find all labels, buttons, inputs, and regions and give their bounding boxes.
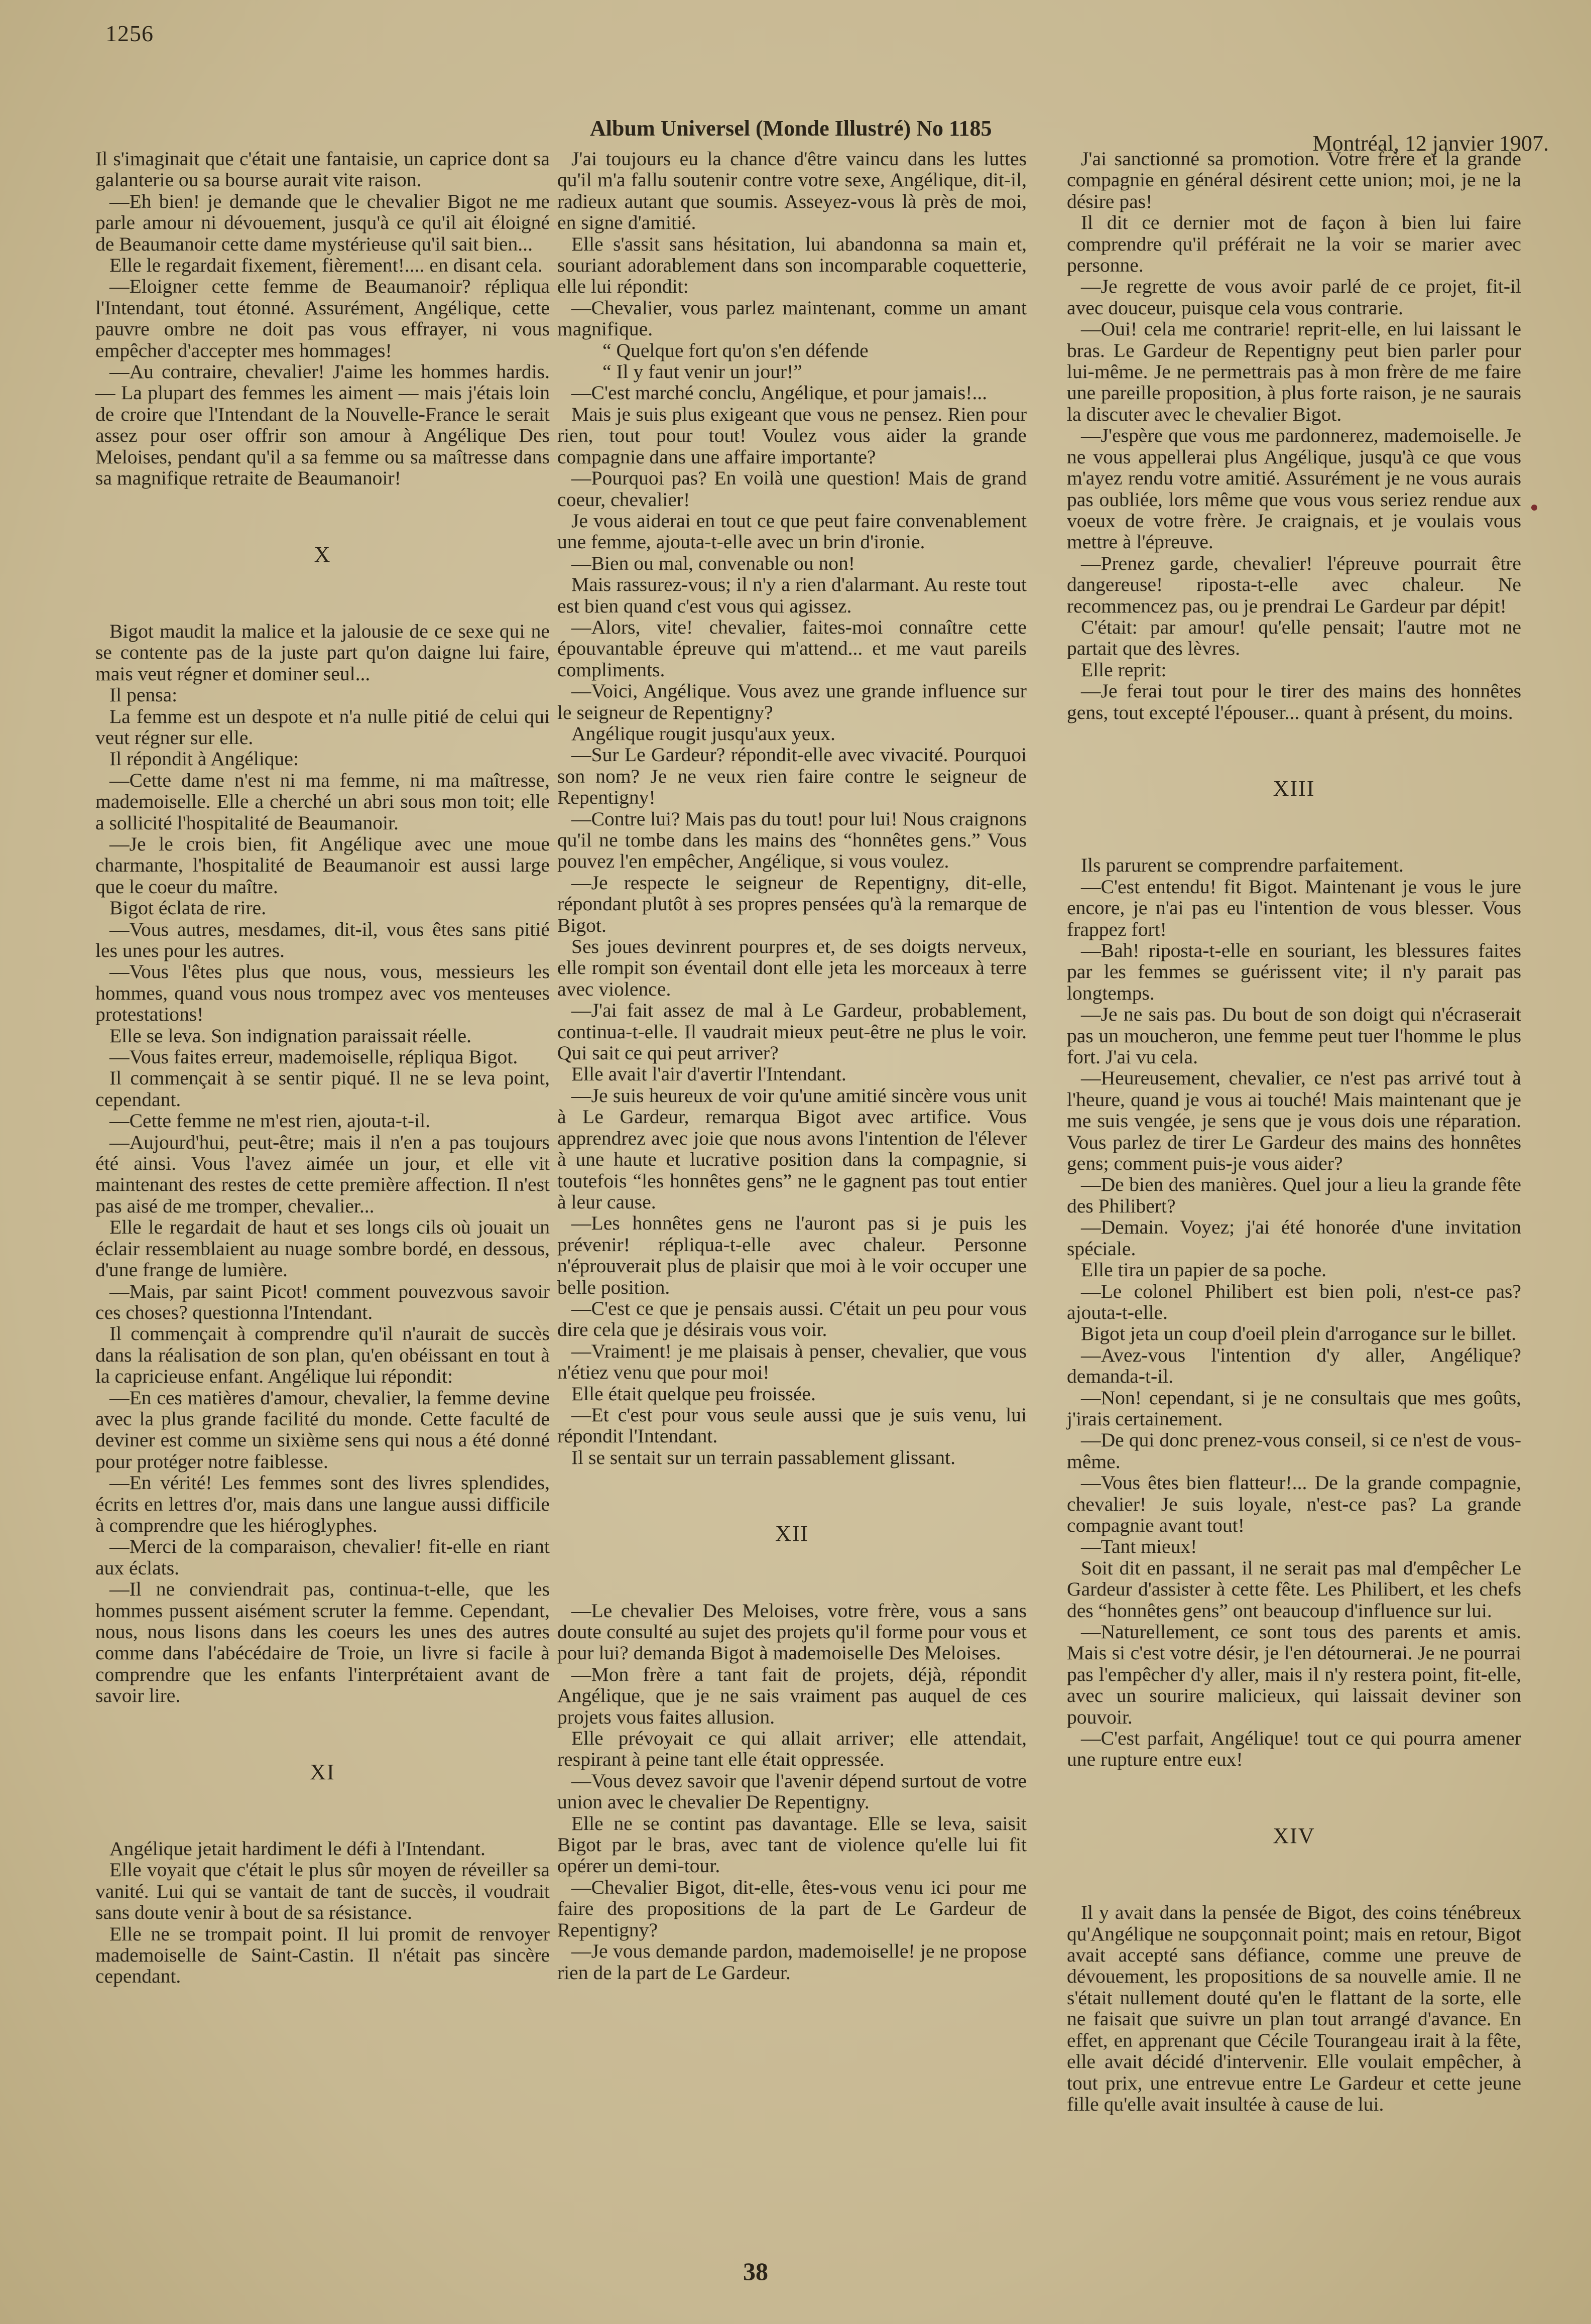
paragraph: —Voici, Angélique. Vous avez une grande influence sur le seigneur de Repentigny? — [557, 680, 1027, 723]
paragraph: —C'est entendu! fit Bigot. Maintenant je vous le jure encore, je n'ai pas eu l'intention de vous blesser. Vous frappez fort! — [1067, 875, 1521, 940]
paragraph: —Cette dame n'est ni ma femme, ni ma maîtresse, mademoiselle. Elle a cherché un abri sous mon toit; elle a sollicité l'hospitalité de Beaumanoir. — [95, 769, 550, 834]
paragraph: —Les honnêtes gens ne l'auront pas si je puis les prévenir! répliqua-t-elle avec chaleur. Personne n'éprouverait plus de plaisir que moi à le voir occuper une belle position. — [557, 1212, 1027, 1298]
paragraph: —Il ne conviendrait pas, continua-t-elle, que les hommes pussent aisément scruter la femme. Cependant, nous, nous lisons dans les coeurs les unes des autres comme dans l'abécédaire de Troie, un livre si facile à comprendre que les enfants l'interprétaient avant de savoir lire. — [95, 1578, 550, 1707]
paragraph: —Mon frère a tant fait de projets, déjà, répondit Angélique, que je ne sais vraiment pas auquel de ces projets vous faites allusion. — [557, 1663, 1027, 1728]
paragraph: Soit dit en passant, il ne serait pas mal d'empêcher Le Gardeur d'assister à cette fête. Les Philibert, et les chefs des “honnêtes gens” ont beaucoup d'influence sur lui. — [1067, 1556, 1521, 1622]
paragraph: Angélique jetait hardiment le défi à l'Intendant. — [109, 1838, 485, 1860]
paragraph: —Vous l'êtes plus que nous, vous, messieurs les hommes, quand vous nous trompez avec vos menteuses protestations! — [95, 960, 550, 1026]
section-heading: XI — [310, 1759, 335, 1784]
text-column-2 — [557, 148, 1027, 1983]
paragraph: —Demain. Voyez; j'ai été honorée d'une invitation spéciale. — [1067, 1216, 1521, 1260]
page-header — [590, 115, 1549, 156]
paragraph: —Je ferai tout pour le tirer des mains des honnêtes gens, tout excepté l'épouser... quant à présent, du moins. — [1067, 680, 1521, 723]
paragraph: —J'espère que vous me pardonnerez, mademoiselle. Je ne vous appellerai plus Angélique, jusqu'à ce que vous m'ayez rendu votre amitié. Assurément je ne vous aurais pas oubliée, lors même que vous vous seriez rendue aux voeux de votre frère. Je craignais, et je voulais vous mettre à l'épreuve. — [1067, 424, 1521, 553]
paragraph: —Bien ou mal, convenable ou non! — [571, 552, 855, 574]
paragraph: Mais je suis plus exigeant que vous ne pensez. Rien pour rien, tout pour tout! Voulez vous aider la grande compagnie dans une affaire importante? — [557, 403, 1027, 468]
paragraph: Elle avait l'air d'avertir l'Intendant. — [571, 1063, 846, 1085]
paragraph: —Avez-vous l'intention d'y aller, Angélique? demanda-t-il. — [1067, 1343, 1521, 1388]
paragraph: Angélique rougit jusqu'aux yeux. — [571, 722, 835, 745]
paragraph: C'était: par amour! qu'elle pensait; l'autre mot ne partait que des lèvres. — [1067, 616, 1521, 660]
paragraph: Bigot jeta un coup d'oeil plein d'arrogance sur le billet. — [1081, 1322, 1517, 1345]
paragraph: Je vous aiderai en tout ce que peut faire convenablement une femme, ajouta-t-elle avec un brin d'ironie. — [557, 509, 1027, 553]
paragraph: La femme est un despote et n'a nulle pitié de celui qui veut régner sur elle. — [95, 705, 550, 749]
paragraph: —Je le crois bien, fit Angélique avec une moue charmante, l'hospitalité de Beaumanoir est aussi large que le coeur du maître. — [95, 832, 550, 898]
paragraph: —Cette femme ne m'est rien, ajouta-t-il. — [109, 1110, 431, 1132]
text-column-3 — [1067, 148, 1521, 2115]
paragraph: —Je suis heureux de voir qu'une amitié sincère vous unit à Le Gardeur, remarqua Bigot avec artifice. Vous apprendrez avec joie que nous avons l'intention de l'élever à une haute et lucrative position dans la compagnie, si toutefois “les honnêtes gens” ne le gagnent pas tout entier à leur cause. — [557, 1084, 1027, 1213]
paragraph: —De qui donc prenez-vous conseil, si ce n'est de vous-même. — [1067, 1429, 1521, 1473]
paragraph: —Contre lui? Mais pas du tout! pour lui! Nous craignons qu'il ne tombe dans les mains des “honnêtes gens.” Vous pouvez l'en empêcher, Angélique, si vous voulez. — [557, 807, 1027, 873]
ink-spot-mark — [1531, 505, 1537, 511]
folio-number: 38 — [743, 2257, 768, 2285]
paragraph: —Je respecte le seigneur de Repentigny, dit-elle, répondant plutôt à ses propres pensées qu'à la remarque de Bigot. — [557, 871, 1027, 936]
text-column-1 — [95, 148, 550, 1987]
page-number: 1256 — [105, 21, 154, 46]
paragraph: —Alors, vite! chevalier, faites-moi connaître cette épouvantable épreuve qui m'attend... et me vaut pareils compliments. — [557, 616, 1027, 681]
paragraph: Mais rassurez-vous; il n'y a rien d'alarmant. Au reste tout est bien quand c'est vous qui agissez. — [557, 573, 1027, 617]
paragraph: Il dit ce dernier mot de façon à bien lui faire comprendre qu'il préférait ne la voir se marier avec personne. — [1067, 211, 1521, 277]
paragraph: Elle voyait que c'était le plus sûr moyen de réveiller sa vanité. Lui qui se vantait de tant de succès, il voudrait sans doute venir à bout de sa résistance. — [95, 1859, 550, 1924]
paragraph: —En ces matières d'amour, chevalier, la femme devine avec la plus grande facilité du monde. Cette faculté de deviner est comme un sixième sens qui nous a été donné pour protéger notre faiblesse. — [95, 1386, 550, 1473]
paragraph: —C'est parfait, Angélique! tout ce qui pourra amener une rupture entre eux! — [1067, 1727, 1521, 1771]
paragraph: —Mais, par saint Picot! comment pouvezvous savoir ces choses? questionna l'Intendant. — [95, 1280, 550, 1323]
paragraph: J'ai sanctionné sa promotion. Votre frère et la grande compagnie en général désirent cette union; moi, je ne la désire pas! — [1067, 148, 1521, 212]
paragraph: —Vous autres, mesdames, dit-il, vous êtes sans pitié les unes pour les autres. — [95, 918, 550, 961]
paragraph: —Chevalier, vous parlez maintenant, comme un amant magnifique. — [557, 296, 1027, 340]
paragraph: Ses joues devinrent pourpres et, de ses doigts nerveux, elle rompit son éventail dont elle jeta les morceaux à terre avec violence. — [557, 935, 1027, 1000]
paragraph: —Eh bien! je demande que le chevalier Bigot ne me parle amour ni dévouement, jusqu'à ce qu'il ait éloigné de Beaumanoir cette dame mystérieuse qu'il sait bien... — [95, 190, 550, 255]
section-heading: XIV — [1273, 1823, 1315, 1848]
paragraph: —Bah! riposta-t-elle en souriant, les blessures faites par les femmes se guérissent vite; il n'y parait pas longtemps. — [1067, 939, 1521, 1004]
paragraph: Elle ne se trompait point. Il lui promit de renvoyer mademoiselle de Saint-Castin. Il n'était pas sincère cependant. — [95, 1922, 550, 1988]
paragraph: Elle était quelque peu froissée. — [571, 1382, 816, 1405]
paragraph: Il y avait dans la pensée de Bigot, des coins ténébreux qu'Angélique ne soupçonnait point; mais en retour, Bigot avait accepté sans défiance, comme une preuve de dévouement, les propositions de sa nouvelle amie. Il ne s'était nullement douté qu'en le flattant de la sorte, elle ne faisait que suivre un plan tout arrangé d'avance. En effet, en apprenant que Cécile Tourangeau irait à la fête, elle avait décidé d'intervenir. Elle voulait empêcher, à tout prix, une entrevue entre Le Gardeur et cette jeune fille qu'elle avait insultée à cause de lui. — [1067, 1901, 1521, 2115]
paragraph: Il répondit à Angélique: — [109, 748, 299, 770]
paragraph: Il commençait à comprendre qu'il n'aurait de succès dans la réalisation de son plan, qu'en obéissant en tout à la capricieuse enfant. Angélique lui répondit: — [95, 1322, 550, 1388]
paragraph: J'ai toujours eu la chance d'être vaincu dans les luttes qu'il m'a fallu soutenir contre votre sexe, Angélique, dit-il, radieux autant que soumis. Asseyez-vous là près de moi, en signe d'amitié. — [557, 148, 1027, 234]
paragraph: Il se sentait sur un terrain passablement glissant. — [571, 1446, 955, 1469]
paragraph: —Chevalier Bigot, dit-elle, êtes-vous venu ici pour me faire des propositions de la part de Le Gardeur de Repentigny? — [557, 1876, 1027, 1941]
paragraph: —Le colonel Philibert est bien poli, n'est-ce pas? ajouta-t-elle. — [1067, 1280, 1521, 1323]
paragraph: —Vous faites erreur, mademoiselle, répliqua Bigot. — [109, 1046, 518, 1068]
paragraph: Il s'imaginait que c'était une fantaisie, un caprice dont sa galanterie ou sa bourse aurait vite raison. — [95, 148, 550, 191]
paragraph: —Oui! cela me contrarie! reprit-elle, en lui laissant le bras. Le Gardeur de Repentigny peut bien parler pour lui-même. Je ne permettrais pas à mon frère de me faire une pareille proposition, à plus forte raison, je ne saurais la discuter avec le chevalier Bigot. — [1067, 318, 1521, 425]
paragraph: —Merci de la comparaison, chevalier! fit-elle en riant aux éclats. — [95, 1535, 550, 1579]
paragraph: —En vérité! Les femmes sont des livres splendides, écrits en lettres d'or, mais dans une langue aussi difficile à comprendre que les hiéroglyphes. — [95, 1472, 550, 1536]
paragraph: Elle prévoyait ce qui allait arriver; elle attendait, respirant à peine tant elle était oppressée. — [557, 1727, 1027, 1771]
paragraph: —Je regrette de vous avoir parlé de ce projet, fit-il avec douceur, puisque cela vous contrarie. — [1067, 275, 1521, 319]
section-heading: X — [314, 542, 331, 567]
paragraph: —Vous êtes bien flatteur!... De la grande compagnie, chevalier! Je suis loyale, n'est-ce pas? La grande compagnie avant tout! — [1067, 1472, 1521, 1536]
paragraph: Bigot éclata de rire. — [109, 897, 267, 919]
paragraph: —Pourquoi pas? En voilà une question! Mais de grand coeur, chevalier! — [557, 467, 1027, 511]
paragraph: —Naturellement, ce sont tous des parents et amis. Mais si c'est votre désir, je l'en détournerai. Je ne pourrai pas l'empêcher d'y aller, mais il n'y restera point, fit-elle, avec un sourire malicieux, qui laissait deviner son pouvoir. — [1067, 1621, 1521, 1728]
paragraph: Il commençait à se sentir piqué. Il ne se leva point, cependant. — [95, 1067, 550, 1111]
paragraph: —De bien des manières. Quel jour a lieu la grande fête des Philibert? — [1067, 1173, 1521, 1217]
paragraph: Ils parurent se comprendre parfaitement. — [1081, 854, 1404, 877]
paragraph: —Je ne sais pas. Du bout de son doigt qui n'écraserait pas un moucheron, une femme peut tuer l'homme le plus fort. J'ai vu cela. — [1067, 1003, 1521, 1068]
paragraph: —Vous devez savoir que l'avenir dépend surtout de votre union avec le chevalier De Repentigny. — [557, 1769, 1027, 1813]
paragraph: Elle reprit: — [1081, 658, 1167, 681]
publication-title: Album Universel (Monde Illustré) No 1185 — [590, 116, 992, 141]
paragraph: Elle le regardait fixement, fièrement!.... en disant cela. — [109, 254, 543, 277]
paragraph: —Tant mieux! — [1081, 1535, 1197, 1558]
paragraph: Elle ne se contint pas davantage. Elle se leva, saisit Bigot par le bras, avec tant de violence qu'elle lui fit opérer un demi-tour. — [557, 1812, 1027, 1877]
issue-date: Montréal, 12 janvier 1907. — [1312, 131, 1549, 156]
paragraph: Elle se leva. Son indignation paraissait réelle. — [109, 1024, 471, 1047]
paragraph: —Heureusement, chevalier, ce n'est pas arrivé tout à l'heure, quand je vous ai touché! Mais maintenant que je me suis vengée, je sens que je vous dois une réparation. Vous parlez de tirer Le Gardeur des mains des honnêtes gens; comment puis-je vous aider? — [1067, 1067, 1521, 1175]
paragraph: —Vraiment! je me plaisais à penser, chevalier, que vous n'étiez venu que pour moi! — [557, 1339, 1027, 1384]
paragraph: —Aujourd'hui, peut-être; mais il n'en a pas toujours été ainsi. Vous l'avez aimée un jour, et elle vit maintenant des restes de cette première affection. Il n'est pas aisé de me tromper, chevalier... — [95, 1131, 550, 1217]
verse-quote: “ Quelque fort qu'on s'en défende — [602, 339, 869, 361]
paragraph: —Sur Le Gardeur? répondit-elle avec vivacité. Pourquoi son nom? Je ne veux rien faire contre le seigneur de Repentigny! — [557, 744, 1027, 809]
paragraph: —Au contraire, chevalier! J'aime les hommes hardis. — La plupart des femmes les aiment — mais j'étais loin de croire que l'Intendant de la Nouvelle-France le serait assez pour oser offrir son amour à Angélique Des Meloises, pendant qu'il a sa femme ou sa maîtresse dans sa magnifique retraite de Beaumanoir! — [95, 360, 550, 490]
paragraph: —Je vous demande pardon, mademoiselle! je ne propose rien de la part de Le Gardeur. — [557, 1940, 1027, 1984]
paragraph: —Eloigner cette femme de Beaumanoir? répliqua l'Intendant, tout étonné. Assurément, Angélique, cette pauvre ombre ne doit pas vous effrayer, ni vous empêcher d'accepter mes hommages! — [95, 275, 550, 361]
section-heading: XIII — [1273, 776, 1315, 801]
paragraph: —J'ai fait assez de mal à Le Gardeur, probablement, continua-t-elle. Il vaudrait mieux peut-être ne plus le voir. Qui sait ce qui peut arriver? — [557, 999, 1027, 1064]
paragraph: —C'est marché conclu, Angélique, et pour jamais!... — [571, 382, 988, 404]
paragraph: Elle tira un papier de sa poche. — [1081, 1259, 1327, 1281]
verse-quote: “ Il y faut venir un jour!” — [602, 360, 802, 383]
paragraph: —Non! cependant, si je ne consultais que mes goûts, j'irais certainement. — [1067, 1386, 1521, 1430]
paragraph: —Prenez garde, chevalier! l'épreuve pourrait être dangereuse! riposta-t-elle avec chaleur. Ne recommencez pas, ou je prendrai Le Gardeur par dépit! — [1067, 552, 1521, 617]
paragraph: —Le chevalier Des Meloises, votre frère, vous a sans doute consulté au sujet des projets qu'il forme pour vous et pour lui? demanda Bigot à mademoiselle Des Meloises. — [557, 1599, 1027, 1664]
paragraph: Elle s'assit sans hésitation, lui abandonna sa main et, souriant adorablement dans son incomparable coquetterie, elle lui répondit: — [557, 232, 1027, 298]
paragraph: —Et c'est pour vous seule aussi que je suis venu, lui répondit l'Intendant. — [557, 1403, 1027, 1447]
paragraph: Bigot maudit la malice et la jalousie de ce sexe qui ne se contente pas de la juste part qu'on daigne lui faire, mais veut régner et dominer seul... — [95, 620, 550, 685]
paragraph: —C'est ce que je pensais aussi. C'était un peu pour vous dire cela que je désirais vous voir. — [557, 1297, 1027, 1341]
paragraph: Elle le regardait de haut et ses longs cils où jouait un éclair ressemblaient au nuage sombre bordé, en dessous, d'une frange de lumière. — [95, 1216, 550, 1281]
paragraph: Il pensa: — [109, 684, 178, 706]
section-heading: XII — [775, 1521, 809, 1546]
